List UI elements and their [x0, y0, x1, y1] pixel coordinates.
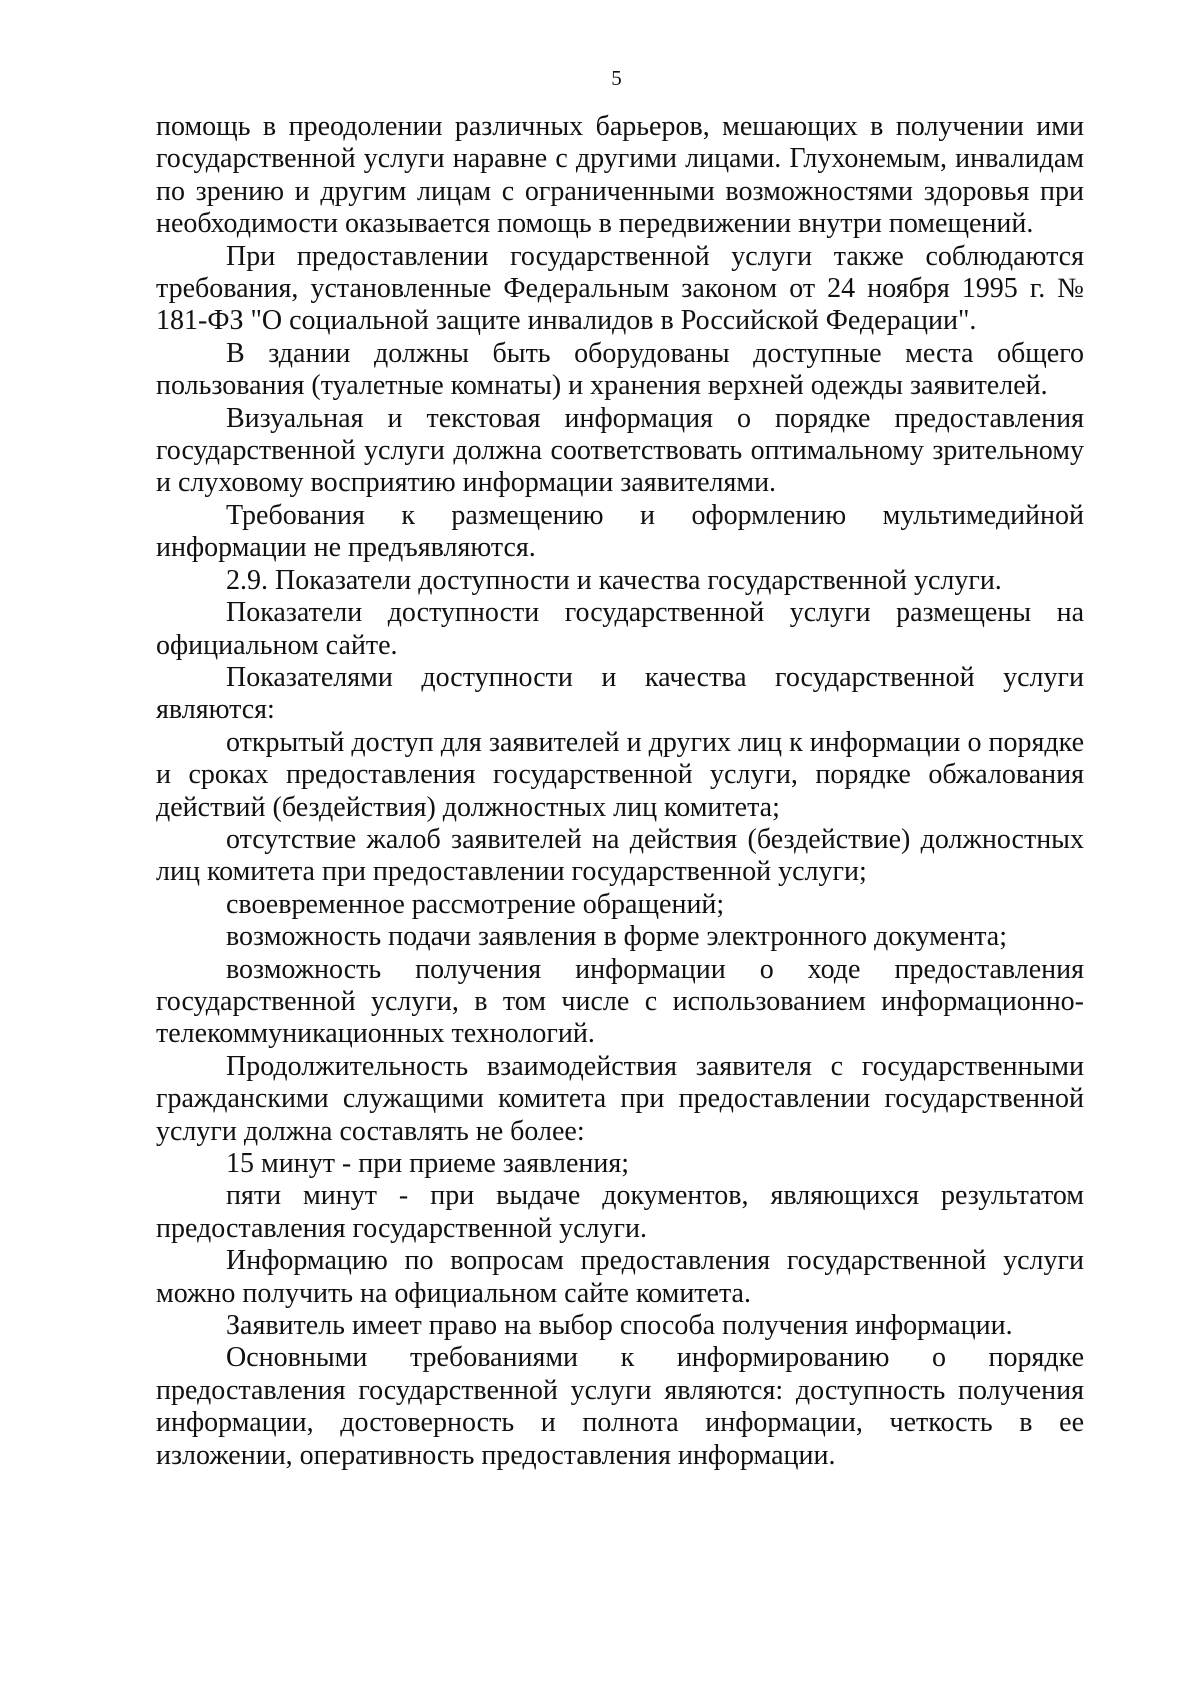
list-item-timely-review: своевременное рассмотрение обращений;	[226, 888, 725, 920]
paragraph-building-facilities: В здании должны быть оборудованы доступные места общего пользования (туалетные комнаты) и хранения верхней одежды заявителей.	[156, 337, 1084, 402]
paragraph-interaction-duration: Продолжительность взаимодействия заявителя с государственными гражданскими служащими комитета при предоставлении государственной услуги должна составлять не более:	[156, 1050, 1084, 1147]
paragraph-info-on-site: Информацию по вопросам предоставления государственной услуги можно получить на официальном сайте комитета.	[156, 1245, 1084, 1309]
paragraph-indicators-list-intro: Показателями доступности и качества государственной услуги являются:	[156, 661, 1084, 726]
paragraph-right-to-choose: Заявитель имеет право на выбор способа получения информации.	[226, 1310, 1013, 1342]
list-item-15-minutes: 15 минут - при приеме заявления;	[226, 1148, 630, 1179]
paragraph-multimedia: Требования к размещению и оформлению мультимедийной информации не предъявляются.	[156, 499, 1084, 564]
paragraph-main-requirements: Основными требованиями к информированию о порядке предоставления государственной услуги являются: доступность получения информации, достоверность и полнота информации, четкость в ее изложении, оперативность предоставления информации.	[156, 1342, 1084, 1471]
paragraph-continuation: помощь в преодолении различных барьеров, мешающих в получении ими государственной услуги наравне с другими лицами. Глухонемым, инвалидам по зрению и другим лицам с ограниченными возможностями здоровья при необходимости оказывается помощь в передвижении внутри помещений.	[156, 111, 1084, 240]
list-item-progress-info: возможность получения информации о ходе предоставления государственной услуги, в том числе с использованием информационно-телекоммуникационных технологий.	[156, 953, 1084, 1050]
list-item-open-access: открытый доступ для заявителей и других лиц к информации о порядке и сроках предоставления государственной услуги, порядке обжалования действий (бездействия) должностных лиц комитета;	[156, 726, 1084, 823]
section-heading-2-9: 2.9. Показатели доступности и качества государственной услуги.	[226, 564, 1002, 596]
paragraph-visual-info: Визуальная и текстовая информация о порядке предоставления государственной услуги должна соответствовать оптимальному зрительному и слуховому восприятию информации заявителями.	[156, 402, 1084, 499]
list-item-no-complaints: отсутствие жалоб заявителей на действия (бездействие) должностных лиц комитета при предоставлении государственной услуги;	[156, 823, 1084, 888]
paragraph-indicators-site: Показатели доступности государственной услуги размещены на официальном сайте.	[156, 597, 1084, 661]
list-item-electronic-submission: возможность подачи заявления в форме электронного документа;	[226, 921, 1008, 953]
document-body	[156, 111, 1084, 1472]
list-item-five-minutes: пяти минут - при выдаче документов, являющихся результатом предоставления государственной услуги.	[156, 1180, 1084, 1244]
paragraph-federal-law: При предоставлении государственной услуги также соблюдаются требования, установленные Федеральным законом от 24 ноября 1995 г. № 181-ФЗ "О социальной защите инвалидов в Российской Федерации".	[156, 240, 1084, 337]
page-number: 5	[611, 66, 622, 90]
